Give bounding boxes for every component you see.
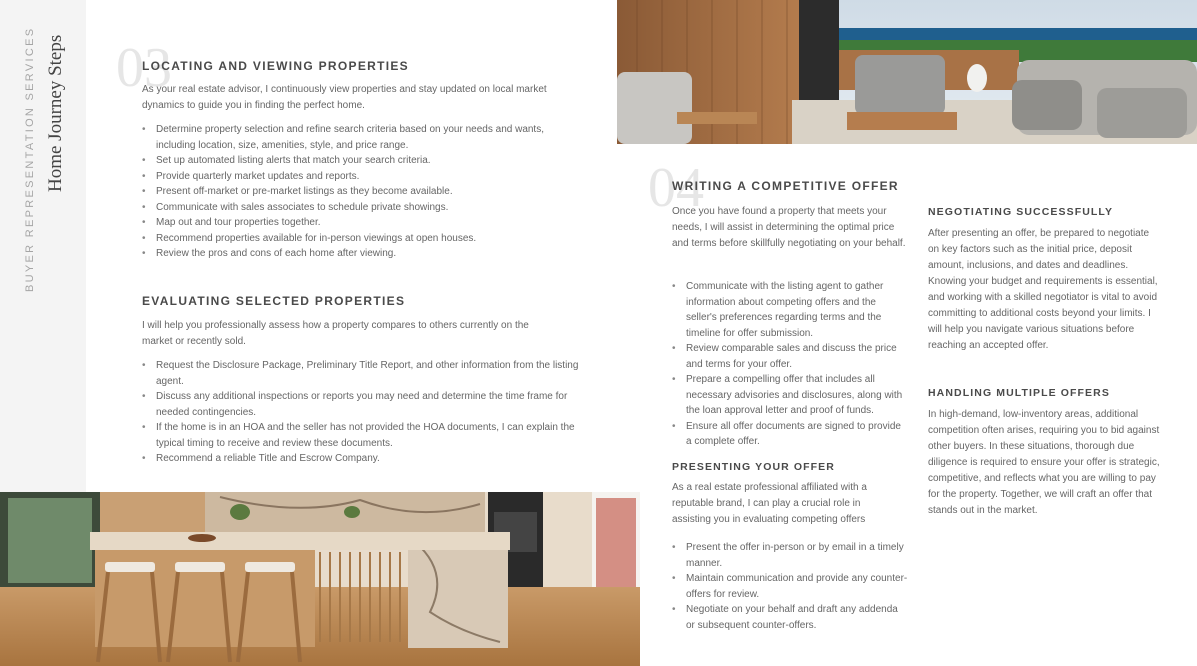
list-item: • Maintain communication and provide any counter-offers for review. — [672, 571, 908, 602]
writing-list — [672, 279, 908, 450]
kitchen-photo — [0, 492, 640, 666]
list-item: • Request the Disclosure Package, Preliminary Title Report, and other information from the listing agent. — [142, 358, 582, 389]
negotiating-heading: NEGOTIATING SUCCESSFULLY — [928, 206, 1114, 218]
presenting-list — [672, 540, 908, 633]
list-item: • Recommend a reliable Title and Escrow Company. — [142, 451, 582, 467]
list-item: • Communicate with the listing agent to gather information about competing offers and the seller's preferences regarding terms and the timeline for offer submission. — [672, 279, 908, 341]
multiple-offers-body: In high-demand, low-inventory areas, additional competition often arises, requiring you to bid against other buyers. In these situations, thorough due diligence is required to ensure your offer is strategic, competitive, and reflects what you are willing to pay for the property. Together, we will craft an offer that stands out in the market. — [928, 409, 1160, 516]
list-item: • Communicate with sales associates to schedule private showings. — [142, 200, 582, 216]
list-item: • Set up automated listing alerts that match your search criteria. — [142, 153, 582, 169]
list-item: • Prepare a compelling offer that includes all necessary advisories and disclosures, along with the loan approval letter and proof of funds. — [672, 372, 908, 419]
writing-heading: WRITING A COMPETITIVE OFFER — [672, 179, 899, 193]
page-title: Home Journey Steps — [45, 34, 66, 192]
evaluating-list — [142, 358, 582, 467]
list-item: • Recommend properties available for in-person viewings at open houses. — [142, 231, 582, 247]
multiple-offers-heading: HANDLING MULTIPLE OFFERS — [928, 387, 1110, 399]
presenting-heading: PRESENTING YOUR OFFER — [672, 461, 835, 473]
evaluating-heading: EVALUATING SELECTED PROPERTIES — [142, 294, 406, 308]
list-item: • Provide quarterly market updates and reports. — [142, 169, 582, 185]
list-item: • Present the offer in-person or by email in a timely manner. — [672, 540, 908, 571]
list-item: • If the home is in an HOA and the seller has not provided the HOA documents, I can explain the typical timing to receive and review these documents. — [142, 420, 582, 451]
list-item: • Present off-market or pre-market listings as they become available. — [142, 184, 582, 200]
locating-intro: As your real estate advisor, I continuously view properties and stay updated on local market dynamics to guide you in finding the perfect home. — [142, 84, 547, 111]
step-number-03: 03 — [116, 37, 172, 99]
list-item: • Review the pros and cons of each home after viewing. — [142, 246, 582, 262]
list-item: • Negotiate on your behalf and draft any addenda or subsequent counter-offers. — [672, 602, 908, 633]
list-item: • Review comparable sales and discuss the price and terms for your offer. — [672, 341, 908, 372]
list-item: • Ensure all offer documents are signed to provide a complete offer. — [672, 419, 908, 450]
presenting-intro: As a real estate professional affiliated with a reputable brand, I can play a crucial role in assisting you in evaluating competing offers — [672, 482, 867, 525]
sidebar-band — [0, 0, 86, 492]
evaluating-intro: I will help you professionally assess how a property compares to others currently on the market or recently sold. — [142, 320, 529, 347]
locating-heading: LOCATING AND VIEWING PROPERTIES — [142, 59, 409, 73]
terrace-photo — [617, 0, 1197, 144]
list-item: • Map out and tour properties together. — [142, 215, 582, 231]
negotiating-body: After presenting an offer, be prepared to negotiate on key factors such as the initial price, deposit amount, inclusions, and dates and deadlines. Knowing your budget and requirements is essential, and working with a skilled negotiator is vital to avoid committing to additional costs beyond your limits. I will help you navigate various situations before reaching an accepted offer. — [928, 228, 1158, 351]
list-item: • Discuss any additional inspections or reports you may need and determine the time frame for needed contingencies. — [142, 389, 582, 420]
locating-list — [142, 122, 582, 262]
list-item: • Determine property selection and refine search criteria based on your needs and wants, including location, size, amenities, style, and price range. — [142, 122, 582, 153]
writing-intro: Once you have found a property that meets your needs, I will assist in determining the optimal price and terms before skillfully negotiating on your behalf. — [672, 206, 906, 249]
section-label: BUYER REPRESENTATION SERVICES — [24, 26, 36, 292]
step-number-04: 04 — [648, 157, 704, 219]
